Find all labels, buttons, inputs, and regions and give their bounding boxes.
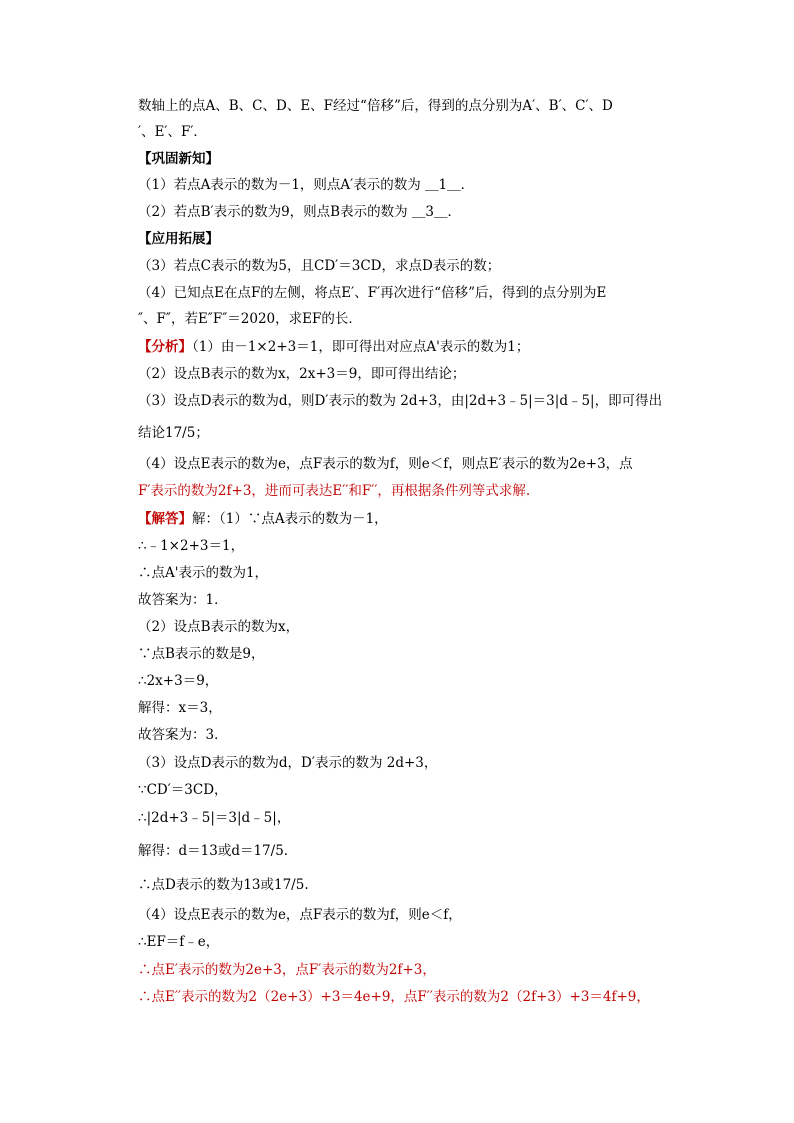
answer-1-result: 故答案为：1． <box>138 592 228 608</box>
section-label: 【解答】 <box>138 511 192 527</box>
problem-line-1: 数轴上的点A、B、C、D、E、F经过“倍移”后，得到的点分别为A′、B′、C′、D <box>138 98 613 114</box>
answer-2-result: 故答案为：3． <box>138 727 228 743</box>
analysis-4-line-1: （4）设点E表示的数为e，点F表示的数为f，则e＜f，则点E′表示的数为2e+3，点 <box>138 456 633 472</box>
answer-4-line-3: ∴点E′表示的数为2e+3，点F′表示的数为2f+3， <box>138 962 436 978</box>
question-4-line-1: （4）已知点E在点F的左侧，将点E′、F′再次进行“倍移”后，得到的点分别为E <box>138 285 607 301</box>
answer-1-line-2: ∴﹣1×2+3＝1， <box>138 538 245 554</box>
problem-line-2: ′、E′、F′． <box>138 124 207 140</box>
question-2: （2）若点B′表示的数为9，则点B表示的数为 ＿3＿． <box>138 204 461 220</box>
answer-2-line-3: ∴2x+3＝9， <box>138 673 219 689</box>
answer-3-line-2: ∵CD′＝3CD， <box>138 782 228 798</box>
answer-1-line-1: 【解答】解：（1）∵点A表示的数为－1， <box>138 511 388 527</box>
answer-3-result: ∴点D表示的数为13或17/5. <box>138 877 309 893</box>
answer-3-line-1: （3）设点D表示的数为d，D′表示的数为 2d+3， <box>138 755 438 771</box>
analysis-3-line-1: （3）设点D表示的数为d，则D′表示的数为 2d+3，由|2d+3﹣5|＝3|d﹣5|，即可得出 <box>138 393 663 409</box>
answer-2-line-1: （2）设点B表示的数为x， <box>138 619 300 635</box>
analysis-4-line-2: F′表示的数为2f+3，进而可表达E′′和F′′，再根据条件列等式求解. <box>138 483 531 499</box>
answer-4-line-4: ∴点E′′表示的数为2（2e+3）+3＝4e+9，点F′′表示的数为2（2f+3）+3＝4f+9， <box>138 989 650 1005</box>
section-label: 【分析】 <box>138 339 192 355</box>
answer-1-line-3: ∴点A'表示的数为1， <box>138 565 269 581</box>
analysis-3-line-2: 结论17/5； <box>138 425 209 441</box>
answer-3-line-3: ∴|2d+3﹣5|＝3|d﹣5|， <box>138 810 291 826</box>
question-1: （1）若点A表示的数为－1，则点A′表示的数为 ＿1＿． <box>138 177 475 193</box>
answer-4-line-2: ∴EF＝f﹣e， <box>138 934 220 950</box>
answer-2-line-2: ∵点B表示的数是9， <box>138 646 265 662</box>
question-3: （3）若点C表示的数为5，且CD′＝3CD，求点D表示的数； <box>138 258 501 274</box>
answer-4-line-1: （4）设点E表示的数为e，点F表示的数为f，则e＜f， <box>138 907 462 923</box>
analysis-1: 【分析】（1）由－1×2+3＝1，即可得出对应点A'表示的数为1； <box>138 339 530 355</box>
answer-2-line-4: 解得：x＝3， <box>138 700 222 716</box>
section-heading-apply: 【应用拓展】 <box>138 231 219 247</box>
analysis-2: （2）设点B表示的数为x，2x+3＝9，即可得出结论； <box>138 366 466 382</box>
question-4-line-2: ″、F″，若E″F″＝2020，求EF的长． <box>138 311 362 327</box>
answer-3-line-4: 解得：d＝13或d＝17/5. <box>138 843 289 859</box>
section-heading-consolidate: 【巩固新知】 <box>138 151 219 167</box>
